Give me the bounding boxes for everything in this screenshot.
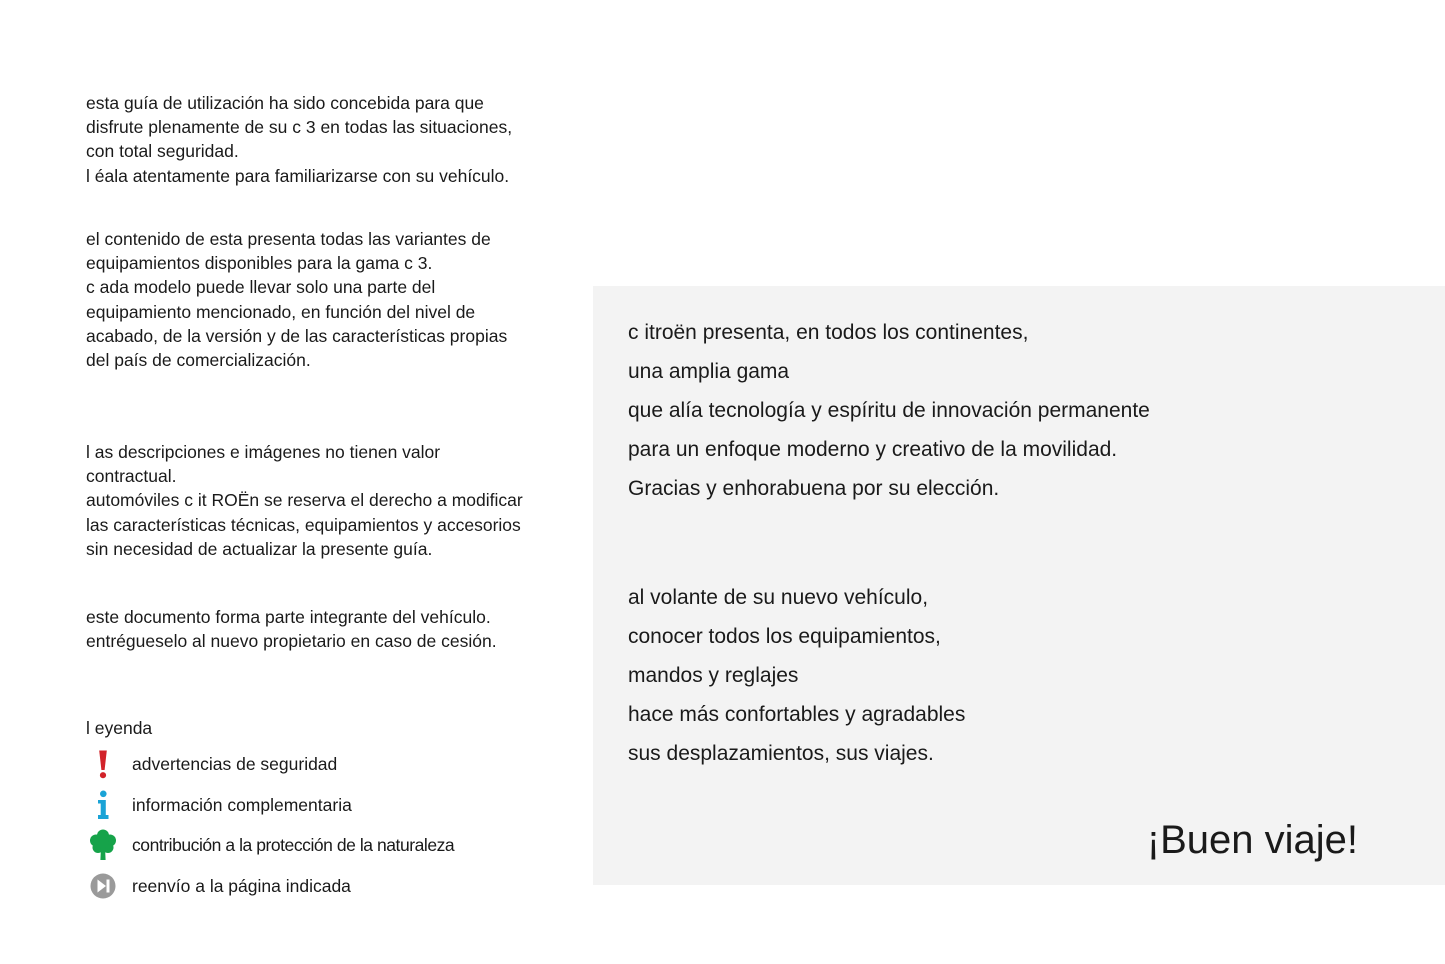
text-line: c itroën presenta, en todos los continentes, xyxy=(628,321,1029,344)
text-line: entrégueselo al nuevo propietario en caso de cesión. xyxy=(86,631,497,652)
legend-item-label: información complementaria xyxy=(132,795,352,815)
text-line: mandos y reglajes xyxy=(628,664,799,687)
text-line: hace más confortables y agradables xyxy=(628,703,966,726)
text-line: las características técnicas, equipamientos y accesorios xyxy=(86,514,521,535)
text-line: esta guía de utilización ha sido concebida para que xyxy=(86,93,484,113)
text-line: para un enfoque moderno y creativo de la movilidad. xyxy=(628,438,1118,461)
text-line: Gracias y enhorabuena por su elección. xyxy=(628,477,1000,500)
text-line: con total seguridad. xyxy=(86,141,239,162)
text-line: disfrute plenamente de su c 3 en todas las situaciones, xyxy=(86,117,513,138)
text-line: l éala atentamente para familiarizarse con su vehículo. xyxy=(86,165,510,186)
text-line: que alía tecnología y espíritu de innovación permanente xyxy=(628,399,1150,422)
intro-paragraph-document-ownership xyxy=(86,605,497,653)
info-icon xyxy=(86,788,120,822)
text-line: este documento forma parte integrante del vehículo. xyxy=(86,607,491,627)
text-line: conocer todos los equipamientos, xyxy=(628,625,941,648)
welcome-text-brand xyxy=(628,313,1150,508)
text-line: una amplia gama xyxy=(628,360,790,383)
intro-paragraph-equipment-variants xyxy=(86,227,507,372)
legend-item-label: advertencias de seguridad xyxy=(132,754,338,774)
text-line: al volante de su nuevo vehículo, xyxy=(628,586,929,609)
legend-item-nature-protection xyxy=(86,828,566,862)
exclamation-icon xyxy=(86,747,120,781)
legend-item-label: contribución a la protección de la naturaleza xyxy=(132,835,455,855)
legend-title: l eyenda xyxy=(86,718,153,738)
text-line: c ada modelo puede llevar solo una parte del xyxy=(86,277,436,298)
welcome-panel xyxy=(593,286,1445,885)
welcome-text-vehicle xyxy=(628,578,965,773)
tree-icon xyxy=(86,828,120,862)
legend-item-page-reference xyxy=(86,869,566,903)
legend-item-safety-warnings xyxy=(86,747,566,781)
intro-paragraph-disclaimer xyxy=(86,440,523,561)
text-line: contractual. xyxy=(86,466,177,487)
text-line: sin necesidad de actualizar la presente guía. xyxy=(86,538,433,559)
text-line: equipamiento mencionado, en función del nivel de xyxy=(86,301,476,322)
text-line: acabado, de la versión y de las características propias xyxy=(86,325,508,346)
intro-paragraph-guide-purpose xyxy=(86,91,512,188)
text-line: equipamientos disponibles para la gama c 3. xyxy=(86,253,433,274)
legend xyxy=(86,716,566,896)
legend-item-complementary-info xyxy=(86,788,566,822)
text-line: l as descripciones e imágenes no tienen valor xyxy=(86,442,441,462)
legend-item-label: reenvío a la página indicada xyxy=(132,876,351,896)
text-line: automóviles c it ROËn se reserva el derecho a modificar xyxy=(86,490,523,511)
skip-forward-icon xyxy=(86,869,120,903)
text-line: el contenido de esta presenta todas las variantes de xyxy=(86,229,491,249)
text-line: del país de comercialización. xyxy=(86,350,311,371)
text-line: sus desplazamientos, sus viajes. xyxy=(628,742,934,765)
closing-greeting: ¡Buen viaje! xyxy=(1146,818,1358,862)
